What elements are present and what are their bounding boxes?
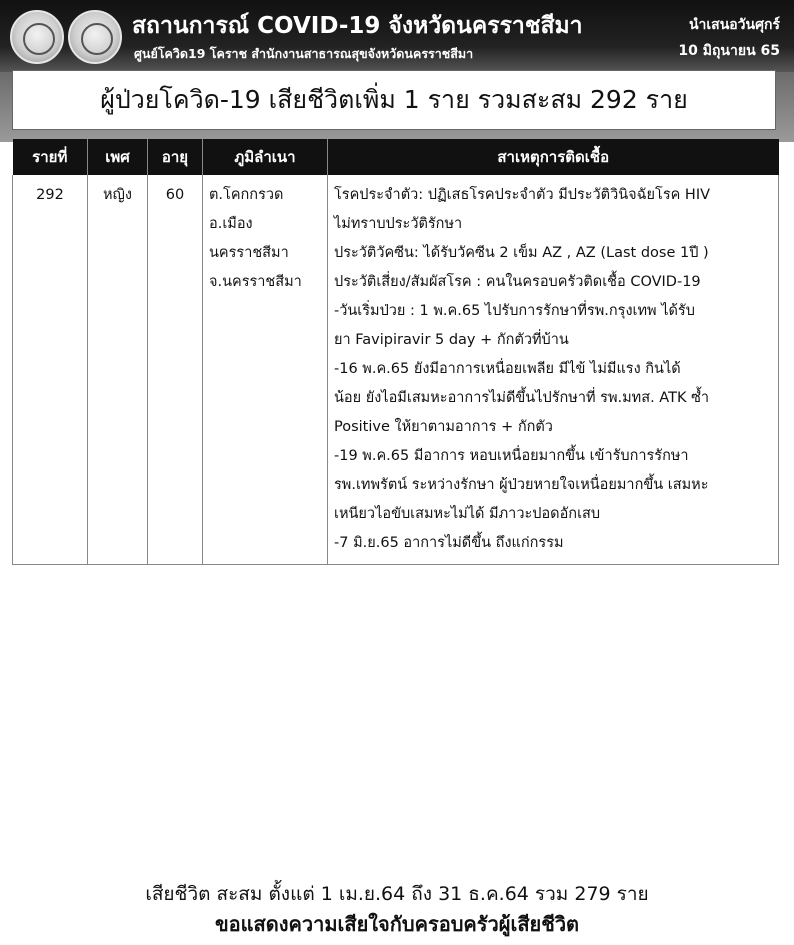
cause-line: น้อย ยังไอมีเสมหะอาการไม่ดีขึ้นไปรักษาที่ รพ.มทส. ATK ซ้ำ	[334, 390, 710, 406]
cause-line: ยา Favipiravir 5 day + กักตัวที่บ้าน	[334, 332, 569, 348]
headline-banner: ผู้ป่วยโควิด-19 เสียชีวิตเพิ่ม 1 ราย รวมสะสม 292 ราย	[12, 70, 776, 130]
col-header-domicile: ภูมิลำเนา	[203, 139, 328, 175]
cause-line: -16 พ.ค.65 ยังมีอาการเหนื่อยเพลีย มีไข้ ไม่มีแรง กินได้	[334, 361, 681, 377]
page-title: สถานการณ์ COVID-19 จังหวัดนครราชสีมา	[132, 13, 583, 39]
case-number: 292	[13, 175, 88, 565]
col-header-cause: สาเหตุการติดเชื้อ	[328, 139, 779, 175]
cause-line: ประวัติวัคซีน: ได้รับวัคซีน 2 เข็ม AZ , AZ (Last dose 1ปี )	[334, 245, 709, 261]
case-age: 60	[148, 175, 203, 565]
cumulative-deaths-note: เสียชีวิต สะสม ตั้งแต่ 1 เม.ย.64 ถึง 31 ธ.ค.64 รวม 279 ราย	[145, 883, 649, 905]
header-bar	[0, 0, 794, 72]
col-header-sex: เพศ	[88, 139, 148, 175]
cause-line: ประวัติเสี่ยง/สัมผัสโรค : คนในครอบครัวติดเชื้อ COVID-19	[334, 274, 701, 290]
domicile-line: อ.เมือง	[209, 216, 253, 232]
col-header-age: อายุ	[148, 139, 203, 175]
provincial-seal-icon	[10, 10, 64, 64]
public-health-seal-icon	[68, 10, 122, 64]
case-sex: หญิง	[88, 175, 148, 565]
domicile-line: ต.โคกกรวด	[209, 187, 284, 203]
case-cause	[328, 175, 779, 565]
cause-line: ไม่ทราบประวัติรักษา	[334, 216, 463, 232]
death-case-table	[12, 139, 779, 565]
cause-line: โรคประจำตัว: ปฏิเสธโรคประจำตัว มีประวัติวินิจฉัยโรค HIV	[334, 187, 711, 203]
cause-line: Positive ให้ยาตามอาการ + กักตัว	[334, 419, 553, 435]
case-domicile	[203, 175, 328, 565]
domicile-line: นครราชสีมา	[209, 245, 289, 261]
present-label: นำเสนอวันศุกร์	[688, 17, 780, 33]
cause-line: -7 มิ.ย.65 อาการไม่ดีขึ้น ถึงแก่กรรม	[334, 535, 564, 551]
report-date: 10 มิถุนายน 65	[678, 43, 780, 59]
cause-line: -19 พ.ค.65 มีอาการ หอบเหนื่อยมากขึ้น เข้ารับการรักษา	[334, 448, 689, 464]
domicile-line: จ.นครราชสีมา	[209, 274, 302, 290]
condolence-message: ขอแสดงความเสียใจกับครอบครัวผู้เสียชีวิต	[214, 912, 580, 936]
col-header-no: รายที่	[13, 139, 88, 175]
table-row	[13, 175, 779, 565]
page-subtitle: ศูนย์โควิด19 โคราช สำนักงานสาธารณสุขจังหวัดนครราชสีมา	[134, 46, 474, 61]
table-header-row	[13, 139, 779, 175]
cause-line: รพ.เทพรัตน์ ระหว่างรักษา ผู้ป่วยหายใจเหนื่อยมากขึ้น เสมหะ	[334, 477, 709, 493]
cause-line: -วันเริ่มป่วย : 1 พ.ค.65 ไปรับการรักษาที่รพ.กรุงเทพ ได้รับ	[334, 303, 695, 319]
cause-line: เหนียวไอขับเสมหะไม่ได้ มีภาวะปอดอักเสบ	[334, 506, 601, 522]
